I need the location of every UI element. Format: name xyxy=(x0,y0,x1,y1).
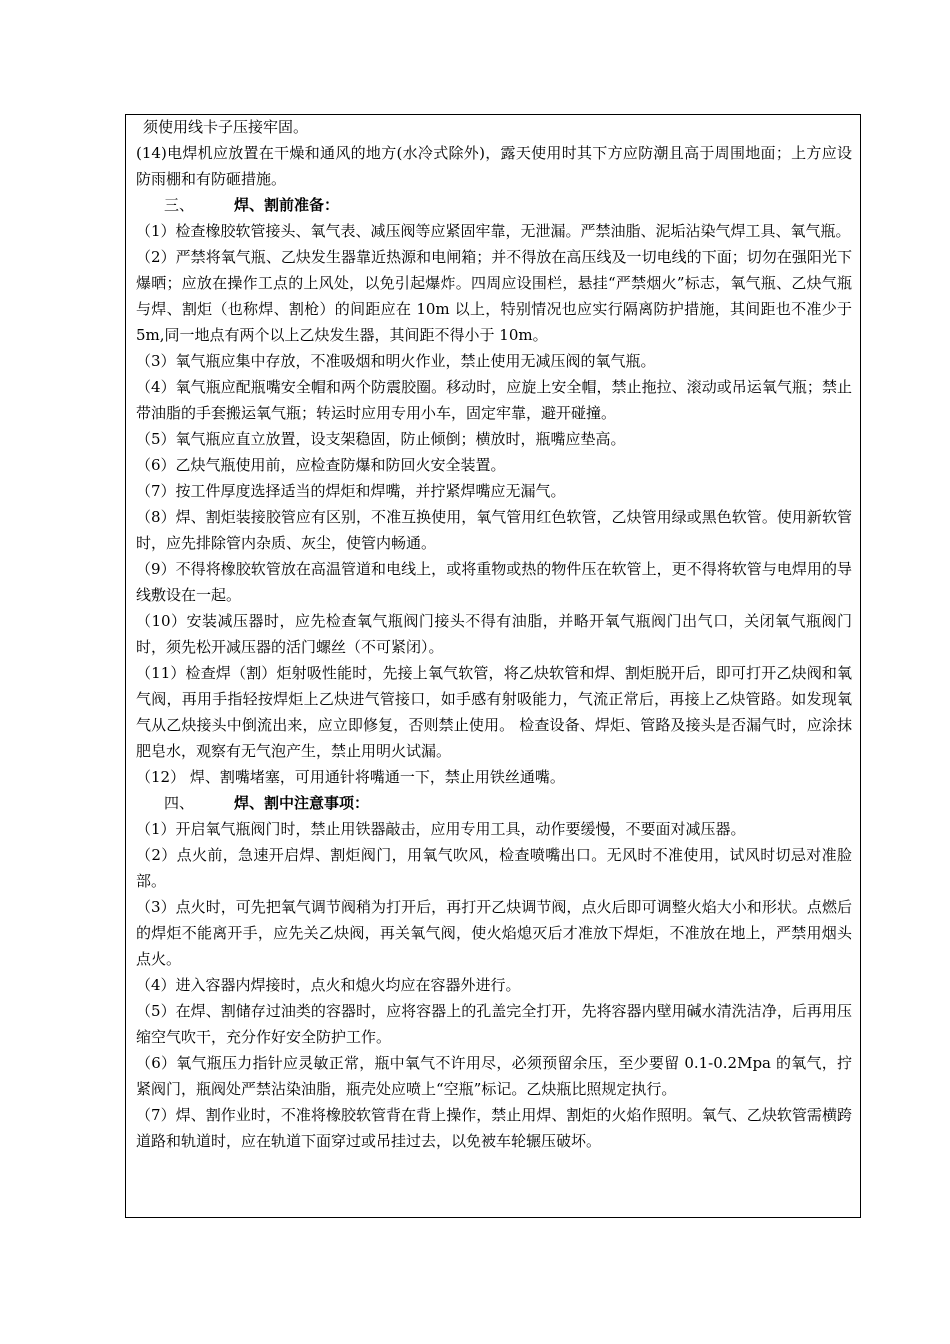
paragraph: （12） 焊、割嘴堵塞，可用通针将嘴通一下，禁止用铁丝通嘴。 xyxy=(136,768,565,786)
paragraph: （2）严禁将氧气瓶、乙炔发生器靠近热源和电闸箱；并不得放在高压线及一切电线的下面；切勿在强阳光下爆晒；应放在操作工点的上风处，以免引起爆炸。四周应设围栏，悬挂“严禁烟火”标志，氧气瓶、乙炔气瓶与焊、割炬（也称焊、割枪）的间距应在 10m 以上，特别情况也应实行隔离防护措施，其间距也不准少于 5m,同一地点有两个以上乙炔发生器，其间距不得小于 10m。 xyxy=(136,248,852,344)
paragraph: （8）焊、割炬装接胶管应有区别，不准互换使用，氧气管用红色软管，乙炔管用绿或黑色软管。使用新软管时，应先排除管内杂质、灰尘，使管内畅通。 xyxy=(136,508,852,552)
section-heading xyxy=(136,790,852,816)
paragraph: （6）氧气瓶压力指针应灵敏正常，瓶中氧气不许用尽，必须预留余压，至少要留 0.1-0.2Mpa 的氧气，拧紧阀门，瓶阀处严禁沾染油脂，瓶壳处应喷上“空瓶”标记。乙炔瓶比照规定执行。 xyxy=(136,1054,852,1098)
paragraph: （9）不得将橡胶软管放在高温管道和电线上，或将重物或热的物件压在软管上，更不得将软管与电焊用的导线敷设在一起。 xyxy=(136,560,852,604)
paragraph: （3）氧气瓶应集中存放，不准吸烟和明火作业，禁止使用无减压阀的氧气瓶。 xyxy=(136,352,656,370)
paragraph: （11）检查焊（割）炬射吸性能时，先接上氧气软管，将乙炔软管和焊、割炬脱开后，即可打开乙炔阀和氧气阀，再用手指轻按焊炬上乙炔进气管接口，如手感有射吸能力，气流正常后，再接上乙炔管路。如发现氧气从乙炔接头中倒流出来，应立即修复，否则禁止使用。 检查设备、焊炬、管路及接头是否漏气时，应涂抹肥皂水，观察有无气泡产生，禁止用明火试漏。 xyxy=(136,664,852,760)
section-number: 三、 xyxy=(164,196,195,214)
section-heading xyxy=(136,192,852,218)
paragraph: （7）按工件厚度选择适当的焊炬和焊嘴，并拧紧焊嘴应无漏气。 xyxy=(136,482,566,500)
paragraph: （2）点火前，急速开启焊、割炬阀门，用氧气吹风，检查喷嘴出口。无风时不准使用，试风时切忌对准脸部。 xyxy=(136,846,852,890)
section-title: 焊、割前准备： xyxy=(234,196,340,214)
paragraph: （4）氧气瓶应配瓶嘴安全帽和两个防震胶圈。移动时，应旋上安全帽，禁止拖拉、滚动或吊运氧气瓶；禁止带油脂的手套搬运氧气瓶；转运时应用专用小车，固定牢靠，避开碰撞。 xyxy=(136,378,852,422)
paragraph: （5）在焊、割储存过油类的容器时，应将容器上的孔盖完全打开，先将容器内壁用碱水清洗洁净，后再用压缩空气吹干，充分作好安全防护工作。 xyxy=(136,1002,852,1046)
paragraph: （7）焊、割作业时，不准将橡胶软管背在背上操作，禁止用焊、割炬的火焰作照明。氧气、乙炔软管需横跨道路和轨道时，应在轨道下面穿过或吊挂过去，以免被车轮辗压破坏。 xyxy=(136,1106,852,1150)
paragraph: （5）氧气瓶应直立放置，设支架稳固，防止倾倒；横放时，瓶嘴应垫高。 xyxy=(136,430,626,448)
section-title: 焊、割中注意事项： xyxy=(234,794,370,812)
paragraph: 须使用线卡子压接牢固。 xyxy=(143,118,309,136)
paragraph: （3）点火时，可先把氧气调节阀稍为打开后，再打开乙炔调节阀，点火后即可调整火焰大小和形状。点燃后的焊炬不能离开手，应先关乙炔阀，再关氧气阀，使火焰熄灭后才准放下焊炬，不准放在地上，严禁用烟头点火。 xyxy=(136,898,852,968)
paragraph: （4）进入容器内焊接时，点火和熄火均应在容器外进行。 xyxy=(136,976,521,994)
document-body xyxy=(136,114,852,1154)
section-number: 四、 xyxy=(164,794,195,812)
paragraph: （6）乙炔气瓶使用前，应检查防爆和防回火安全装置。 xyxy=(136,456,506,474)
paragraph: （1）检查橡胶软管接头、氧气表、减压阀等应紧固牢靠，无泄漏。严禁油脂、泥垢沾染气焊工具、氧气瓶。 xyxy=(136,222,851,240)
paragraph: （1）开启氧气瓶阀门时，禁止用铁器敲击，应用专用工具，动作要缓慢，不要面对减压器。 xyxy=(136,820,746,838)
paragraph: （10）安装减压器时，应先检查氧气瓶阀门接头不得有油脂，并略开氧气瓶阀门出气口，关闭氧气瓶阀门时，须先松开减压器的活门螺丝（不可紧闭）。 xyxy=(136,612,852,656)
paragraph: (14)电焊机应放置在干燥和通风的地方(水冷式除外)，露天使用时其下方应防潮且高于周围地面；上方应设防雨棚和有防砸措施。 xyxy=(136,144,852,188)
